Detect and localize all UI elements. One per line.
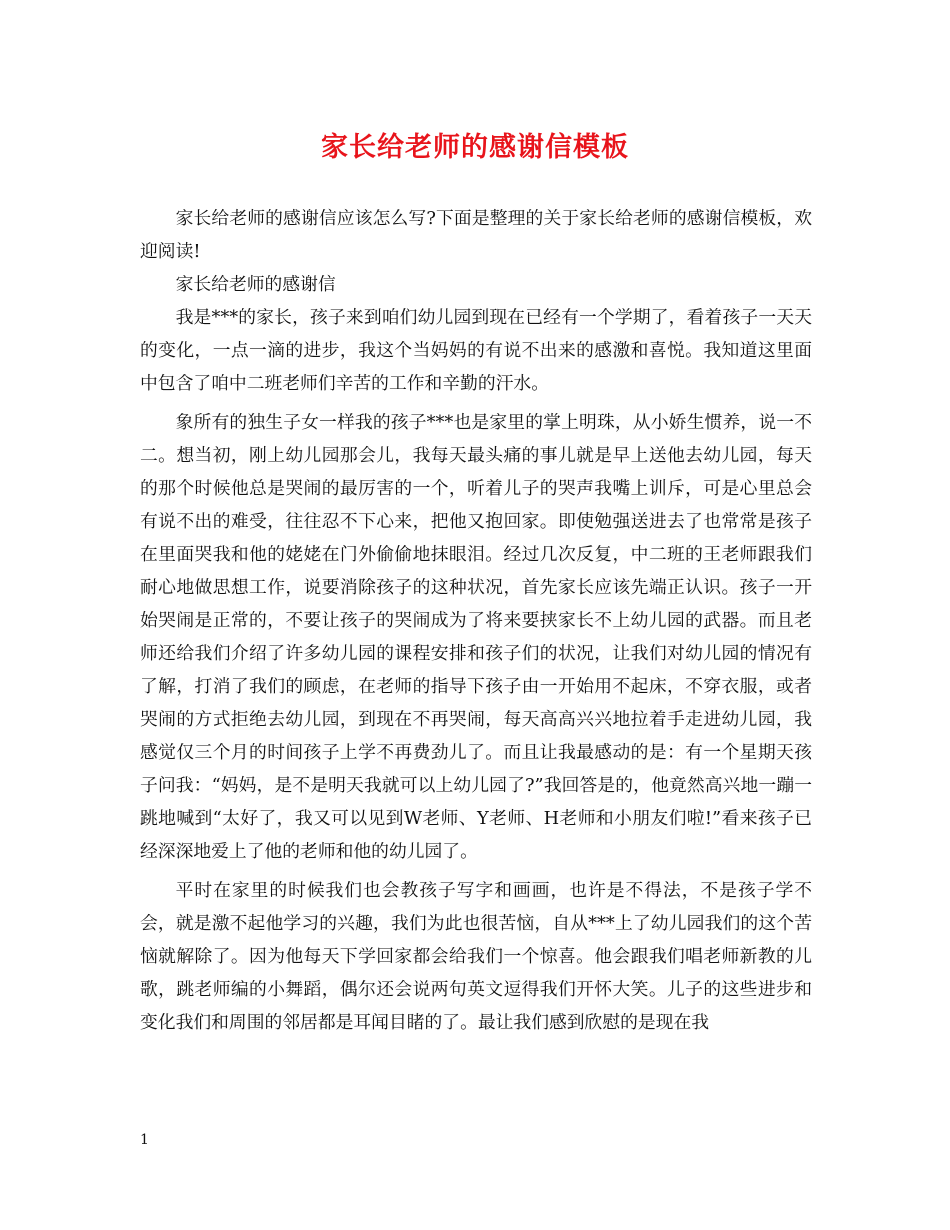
letter-heading: 家长给老师的感谢信 — [175, 274, 336, 295]
document-body — [140, 202, 812, 1039]
body-paragraph-3: 平时在家里的时候我们也会教孩子写字和画画，也许是不得法，不是孩子学不会，就是激不起他学习的兴趣，我们为此也很苦恼，自从***上了幼儿园我们的这个苦恼就解除了。因为他每天下学回家都会给我们一个惊喜。他会跟我们唱老师新教的儿歌，跳老师编的小舞蹈，偶尔还会说两句英文逗得我们开怀大笑。儿子的这些进步和变化我们和周围的邻居都是耳闻目睹的了。最让我们感到欣慰的是现在我 — [140, 880, 812, 1033]
intro-paragraph: 家长给老师的感谢信应该怎么写?下面是整理的关于家长给老师的感谢信模板，欢迎阅读! — [140, 208, 812, 262]
document-title: 家长给老师的感谢信模板 — [321, 132, 629, 163]
body-paragraph-2: 象所有的独生子女一样我的孩子***也是家里的掌上明珠，从小娇生惯养，说一不二。想当初，刚上幼儿园那会儿，我每天最头痛的事儿就是早上送他去幼儿园，每天的那个时候他总是哭闹的最厉害的一个，听着儿子的哭声我嘴上训斥，可是心里总会有说不出的难受，往往忍不下心来，把他又抱回家。即使勉强送进去了也常常是孩子在里面哭我和他的姥姥在门外偷偷地抹眼泪。经过几次反复，中二班的王老师跟我们耐心地做思想工作，说要消除孩子的这种状况，首先家长应该先端正认识。孩子一开始哭闹是正常的，不要让孩子的哭闹成为了将来要挟家长不上幼儿园的武器。而且老师还给我们介绍了许多幼儿园的课程安排和孩子们的状况，让我们对幼儿园的情况有了解，打消了我们的顾虑，在老师的指导下孩子由一开始用不起床，不穿衣服，或者哭闹的方式拒绝去幼儿园，到现在不再哭闹，每天高高兴兴地拉着手走进幼儿园，我感觉仅三个月的时间孩子上学不再费劲儿了。而且让我最感动的是：有一个星期天孩子问我：“妈妈，是不是明天我就可以上幼儿园了?”我回答是的，他竟然高兴地一蹦一跳地喊到“太好了，我又可以见到W老师、Y老师、H老师和小朋友们啦!”看来孩子已经深深地爱上了他的老师和他的幼儿园了。 — [140, 412, 812, 862]
body-paragraph-1: 我是***的家长，孩子来到咱们幼儿园到现在已经有一个学期了，看着孩子一天天的变化，一点一滴的进步，我这个当妈妈的有说不出来的感激和喜悦。我知道这里面中包含了咱中二班老师们辛苦的工作和辛勤的汗水。 — [140, 307, 812, 394]
page-number: 1 — [140, 1132, 149, 1148]
